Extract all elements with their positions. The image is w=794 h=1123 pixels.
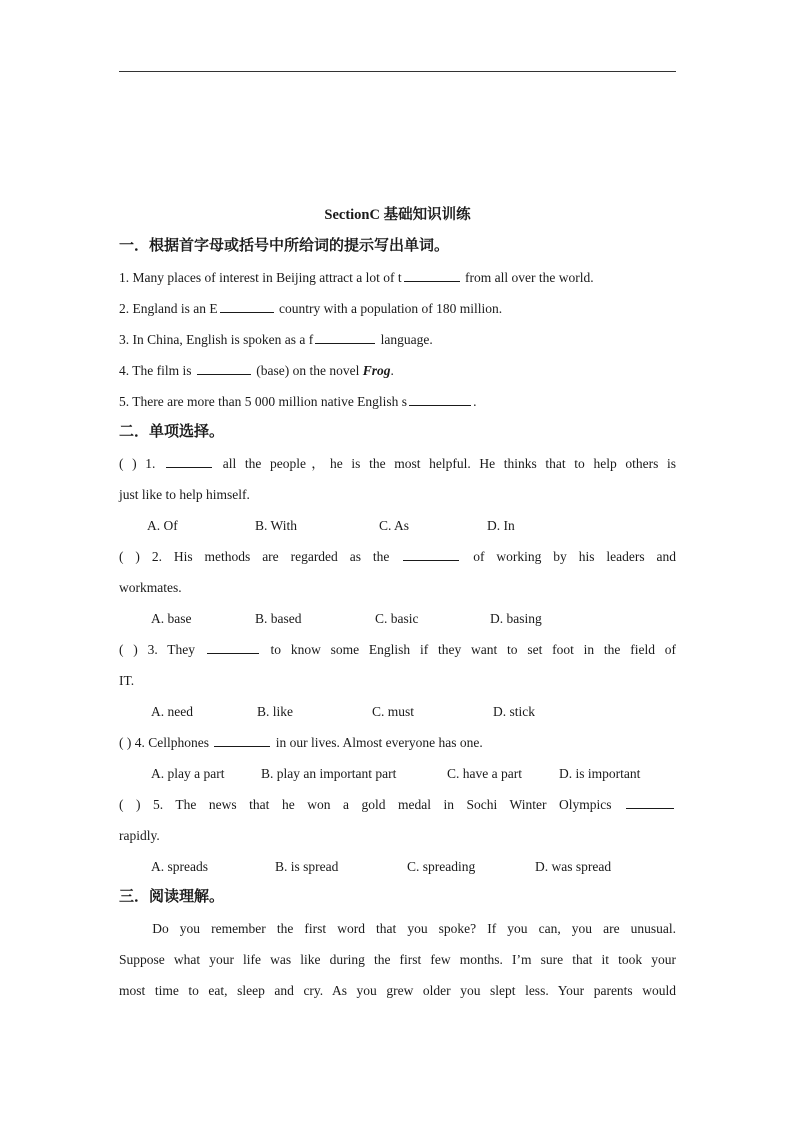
question-2: ( ) 2. His methods are regarded as the of working by his leaders and	[119, 541, 676, 572]
option-a[interactable]: A. need	[151, 704, 193, 719]
option-b[interactable]: B. is spread	[275, 859, 339, 874]
option-c[interactable]: C. basic	[375, 611, 419, 626]
section2-heading: 二．单项选择。	[119, 424, 225, 440]
section3-heading: 三．阅读理解。	[119, 889, 225, 905]
section1-heading: 一．根据首字母或括号中所给词的提示写出单词。	[119, 238, 450, 254]
option-a[interactable]: A. spreads	[151, 859, 208, 874]
question-4-options	[119, 758, 676, 789]
option-a[interactable]: A. Of	[147, 518, 178, 533]
question-2-cont: workmates.	[119, 580, 182, 595]
fill-item-3: 3. In China, English is spoken as a f language.	[119, 324, 676, 355]
answer-blank[interactable]	[207, 639, 259, 654]
answer-blank[interactable]	[409, 391, 471, 406]
question-3: ( ) 3. They to know some English if they want to set foot in the field of	[119, 634, 676, 665]
passage-line: Do you remember the first word that you spoke? If you can, you are unusual.	[119, 921, 676, 936]
option-a[interactable]: A. base	[151, 611, 192, 626]
question-1: ( ) 1. all the people，he is the most helpful. He thinks that to help others is	[119, 448, 676, 479]
passage-line: most time to eat, sleep and cry. As you grew older you slept less. Your parents would	[119, 983, 676, 998]
question-5-options	[119, 851, 676, 882]
worksheet	[119, 200, 676, 1006]
question-1-cont: just like to help himself.	[119, 487, 250, 502]
question-4: ( ) 4. Cellphones in our lives. Almost everyone has one.	[119, 727, 676, 758]
answer-blank[interactable]	[197, 360, 251, 375]
option-c[interactable]: C. must	[372, 704, 415, 719]
header-rule	[119, 71, 676, 72]
page-title: SectionC 基础知识训练	[324, 207, 471, 223]
fill-item-2: 2. England is an E country with a population of 180 million.	[119, 293, 676, 324]
answer-blank[interactable]	[220, 298, 274, 313]
option-a[interactable]: A. play a part	[151, 766, 225, 781]
option-c[interactable]: C. spreading	[407, 859, 476, 874]
option-d[interactable]: D. basing	[490, 611, 542, 626]
option-c[interactable]: C. As	[379, 518, 410, 533]
option-b[interactable]: B. play an important part	[261, 766, 397, 781]
option-d[interactable]: D. stick	[493, 704, 535, 719]
question-5-cont: rapidly.	[119, 828, 160, 843]
option-d[interactable]: D. was spread	[535, 859, 612, 874]
option-c[interactable]: C. have a part	[447, 766, 522, 781]
answer-blank[interactable]	[403, 546, 459, 561]
question-2-options	[119, 603, 676, 634]
question-5: ( ) 5. The news that he won a gold medal in Sochi Winter Olympics	[119, 789, 676, 820]
question-3-cont: IT.	[119, 673, 135, 688]
fill-item-5: 5. There are more than 5 000 million native English s .	[119, 386, 676, 417]
answer-blank[interactable]	[166, 453, 212, 468]
passage-line: Suppose what your life was like during the first few months. I’m sure that it took your	[119, 952, 676, 967]
answer-blank[interactable]	[626, 794, 674, 809]
option-d[interactable]: D. is important	[559, 766, 641, 781]
question-1-options	[119, 510, 676, 541]
answer-blank[interactable]	[404, 267, 460, 282]
fill-item-4: 4. The film is (base) on the novel Frog.	[119, 355, 676, 386]
answer-blank[interactable]	[315, 329, 375, 344]
option-b[interactable]: B. like	[257, 704, 293, 719]
fill-item-1: 1. Many places of interest in Beijing attract a lot of t from all over the world.	[119, 262, 676, 293]
option-d[interactable]: D. In	[487, 518, 515, 533]
answer-blank[interactable]	[214, 732, 270, 747]
option-b[interactable]: B. With	[255, 518, 297, 533]
question-3-options	[119, 696, 676, 727]
option-b[interactable]: B. based	[255, 611, 302, 626]
